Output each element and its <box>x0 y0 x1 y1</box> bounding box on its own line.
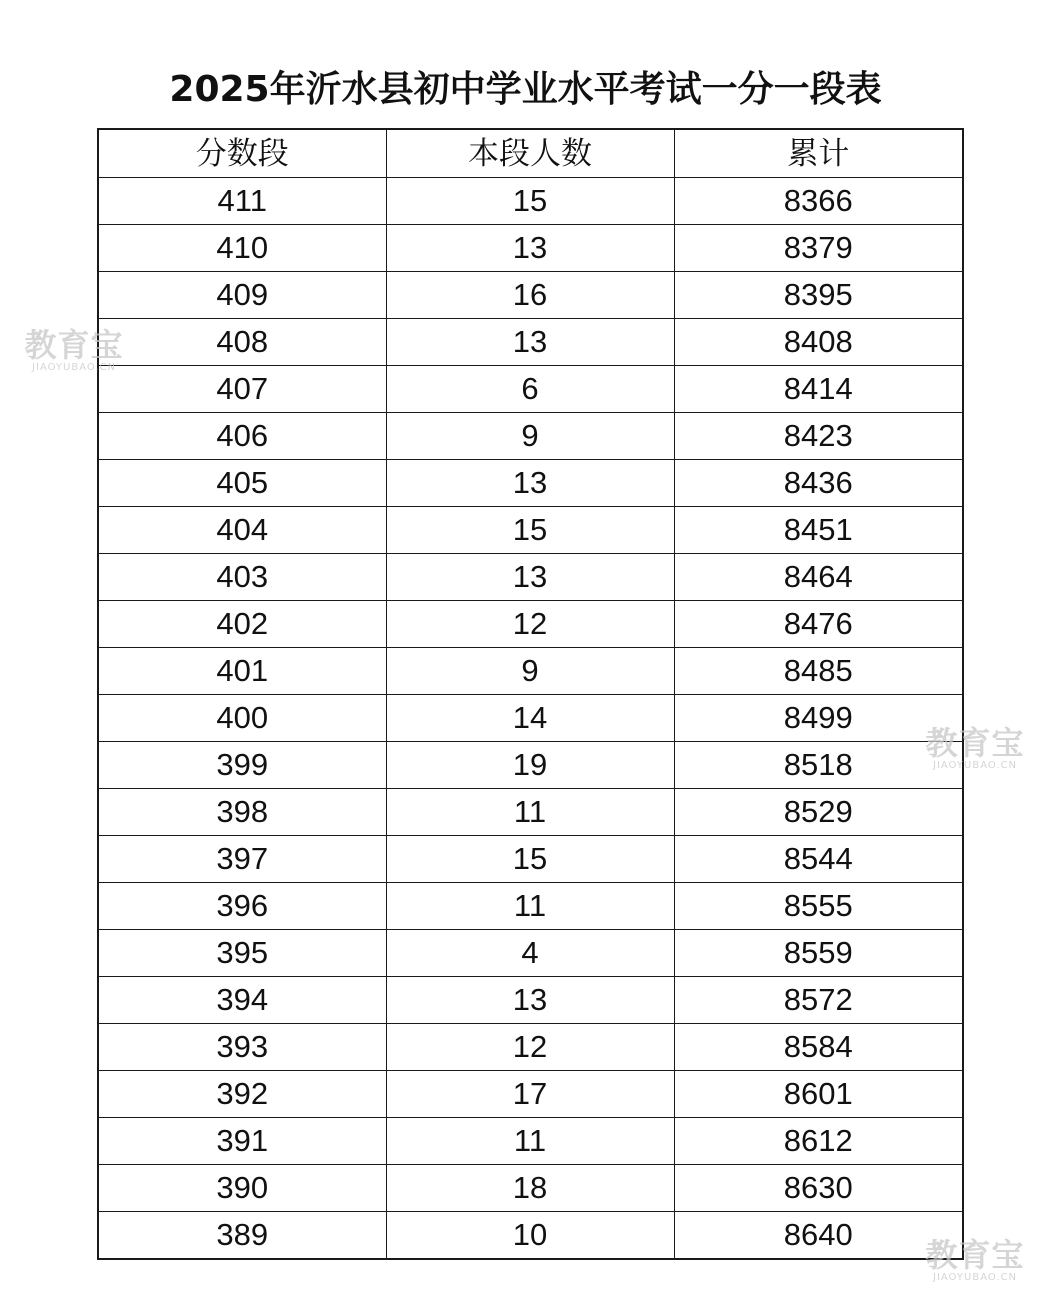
cell-count: 11 <box>386 789 674 836</box>
table-row <box>98 789 963 836</box>
table-row <box>98 1024 963 1071</box>
cell-count: 4 <box>386 930 674 977</box>
watermark-logo: 教育宝 <box>925 1236 1025 1274</box>
cell-score: 391 <box>98 1118 386 1165</box>
table-header-row <box>98 129 963 178</box>
cell-score: 397 <box>98 836 386 883</box>
header-count: 本段人数 <box>386 129 674 178</box>
page-title: 2025年沂水县初中学业水平考试一分一段表 <box>169 69 882 110</box>
cell-count: 12 <box>386 601 674 648</box>
cell-cumulative: 8414 <box>674 366 963 413</box>
cell-cumulative: 8555 <box>674 883 963 930</box>
cell-cumulative: 8408 <box>674 319 963 366</box>
cell-score: 408 <box>98 319 386 366</box>
watermark <box>918 726 1032 772</box>
cell-count: 10 <box>386 1212 674 1260</box>
cell-score: 402 <box>98 601 386 648</box>
cell-cumulative: 8379 <box>674 225 963 272</box>
cell-cumulative: 8630 <box>674 1165 963 1212</box>
cell-count: 19 <box>386 742 674 789</box>
watermark <box>918 1238 1032 1284</box>
cell-cumulative: 8451 <box>674 507 963 554</box>
table-body <box>98 178 963 1260</box>
cell-score: 409 <box>98 272 386 319</box>
table-row <box>98 460 963 507</box>
cell-cumulative: 8464 <box>674 554 963 601</box>
cell-cumulative: 8559 <box>674 930 963 977</box>
table-row <box>98 1212 963 1260</box>
cell-count: 18 <box>386 1165 674 1212</box>
cell-score: 406 <box>98 413 386 460</box>
table-row <box>98 554 963 601</box>
score-distribution-table <box>97 128 964 1260</box>
cell-cumulative: 8436 <box>674 460 963 507</box>
cell-cumulative: 8499 <box>674 695 963 742</box>
cell-count: 16 <box>386 272 674 319</box>
table-row <box>98 1071 963 1118</box>
cell-count: 6 <box>386 366 674 413</box>
table-row <box>98 272 963 319</box>
table-row <box>98 930 963 977</box>
cell-cumulative: 8584 <box>674 1024 963 1071</box>
cell-score: 389 <box>98 1212 386 1260</box>
table-row <box>98 1118 963 1165</box>
table-row <box>98 319 963 366</box>
cell-count: 15 <box>386 507 674 554</box>
cell-count: 14 <box>386 695 674 742</box>
watermark-logo: 教育宝 <box>24 326 124 364</box>
table-row <box>98 695 963 742</box>
cell-count: 9 <box>386 413 674 460</box>
cell-count: 11 <box>386 1118 674 1165</box>
table-row <box>98 225 963 272</box>
cell-count: 13 <box>386 977 674 1024</box>
cell-cumulative: 8395 <box>674 272 963 319</box>
table-row <box>98 1165 963 1212</box>
cell-cumulative: 8529 <box>674 789 963 836</box>
header-score-range: 分数段 <box>98 129 386 178</box>
table-row <box>98 507 963 554</box>
cell-count: 13 <box>386 225 674 272</box>
cell-score: 390 <box>98 1165 386 1212</box>
cell-score: 399 <box>98 742 386 789</box>
table-row <box>98 742 963 789</box>
table-row <box>98 977 963 1024</box>
cell-score: 403 <box>98 554 386 601</box>
cell-score: 405 <box>98 460 386 507</box>
cell-count: 17 <box>386 1071 674 1118</box>
cell-count: 11 <box>386 883 674 930</box>
cell-score: 404 <box>98 507 386 554</box>
cell-count: 13 <box>386 554 674 601</box>
header-cumulative: 累计 <box>674 129 963 178</box>
table-row <box>98 178 963 225</box>
cell-count: 13 <box>386 460 674 507</box>
cell-score: 400 <box>98 695 386 742</box>
cell-score: 410 <box>98 225 386 272</box>
watermark-url: JIAOYUBAO.CN <box>32 362 116 373</box>
cell-cumulative: 8572 <box>674 977 963 1024</box>
table-row <box>98 836 963 883</box>
watermark-url: JIAOYUBAO.CN <box>933 760 1017 771</box>
cell-cumulative: 8476 <box>674 601 963 648</box>
cell-score: 392 <box>98 1071 386 1118</box>
cell-score: 393 <box>98 1024 386 1071</box>
cell-cumulative: 8612 <box>674 1118 963 1165</box>
table-row <box>98 883 963 930</box>
cell-score: 411 <box>98 178 386 225</box>
cell-score: 401 <box>98 648 386 695</box>
cell-count: 15 <box>386 836 674 883</box>
table-row <box>98 366 963 413</box>
watermark <box>18 328 130 374</box>
cell-cumulative: 8640 <box>674 1212 963 1260</box>
cell-cumulative: 8485 <box>674 648 963 695</box>
cell-cumulative: 8544 <box>674 836 963 883</box>
cell-score: 398 <box>98 789 386 836</box>
watermark-logo: 教育宝 <box>925 724 1025 762</box>
cell-count: 12 <box>386 1024 674 1071</box>
watermark-url: JIAOYUBAO.CN <box>933 1272 1017 1283</box>
cell-cumulative: 8423 <box>674 413 963 460</box>
cell-count: 9 <box>386 648 674 695</box>
cell-cumulative: 8518 <box>674 742 963 789</box>
table-row <box>98 648 963 695</box>
cell-count: 13 <box>386 319 674 366</box>
cell-score: 394 <box>98 977 386 1024</box>
cell-cumulative: 8366 <box>674 178 963 225</box>
cell-score: 407 <box>98 366 386 413</box>
table-row <box>98 601 963 648</box>
cell-score: 396 <box>98 883 386 930</box>
cell-cumulative: 8601 <box>674 1071 963 1118</box>
table-row <box>98 413 963 460</box>
cell-score: 395 <box>98 930 386 977</box>
cell-count: 15 <box>386 178 674 225</box>
